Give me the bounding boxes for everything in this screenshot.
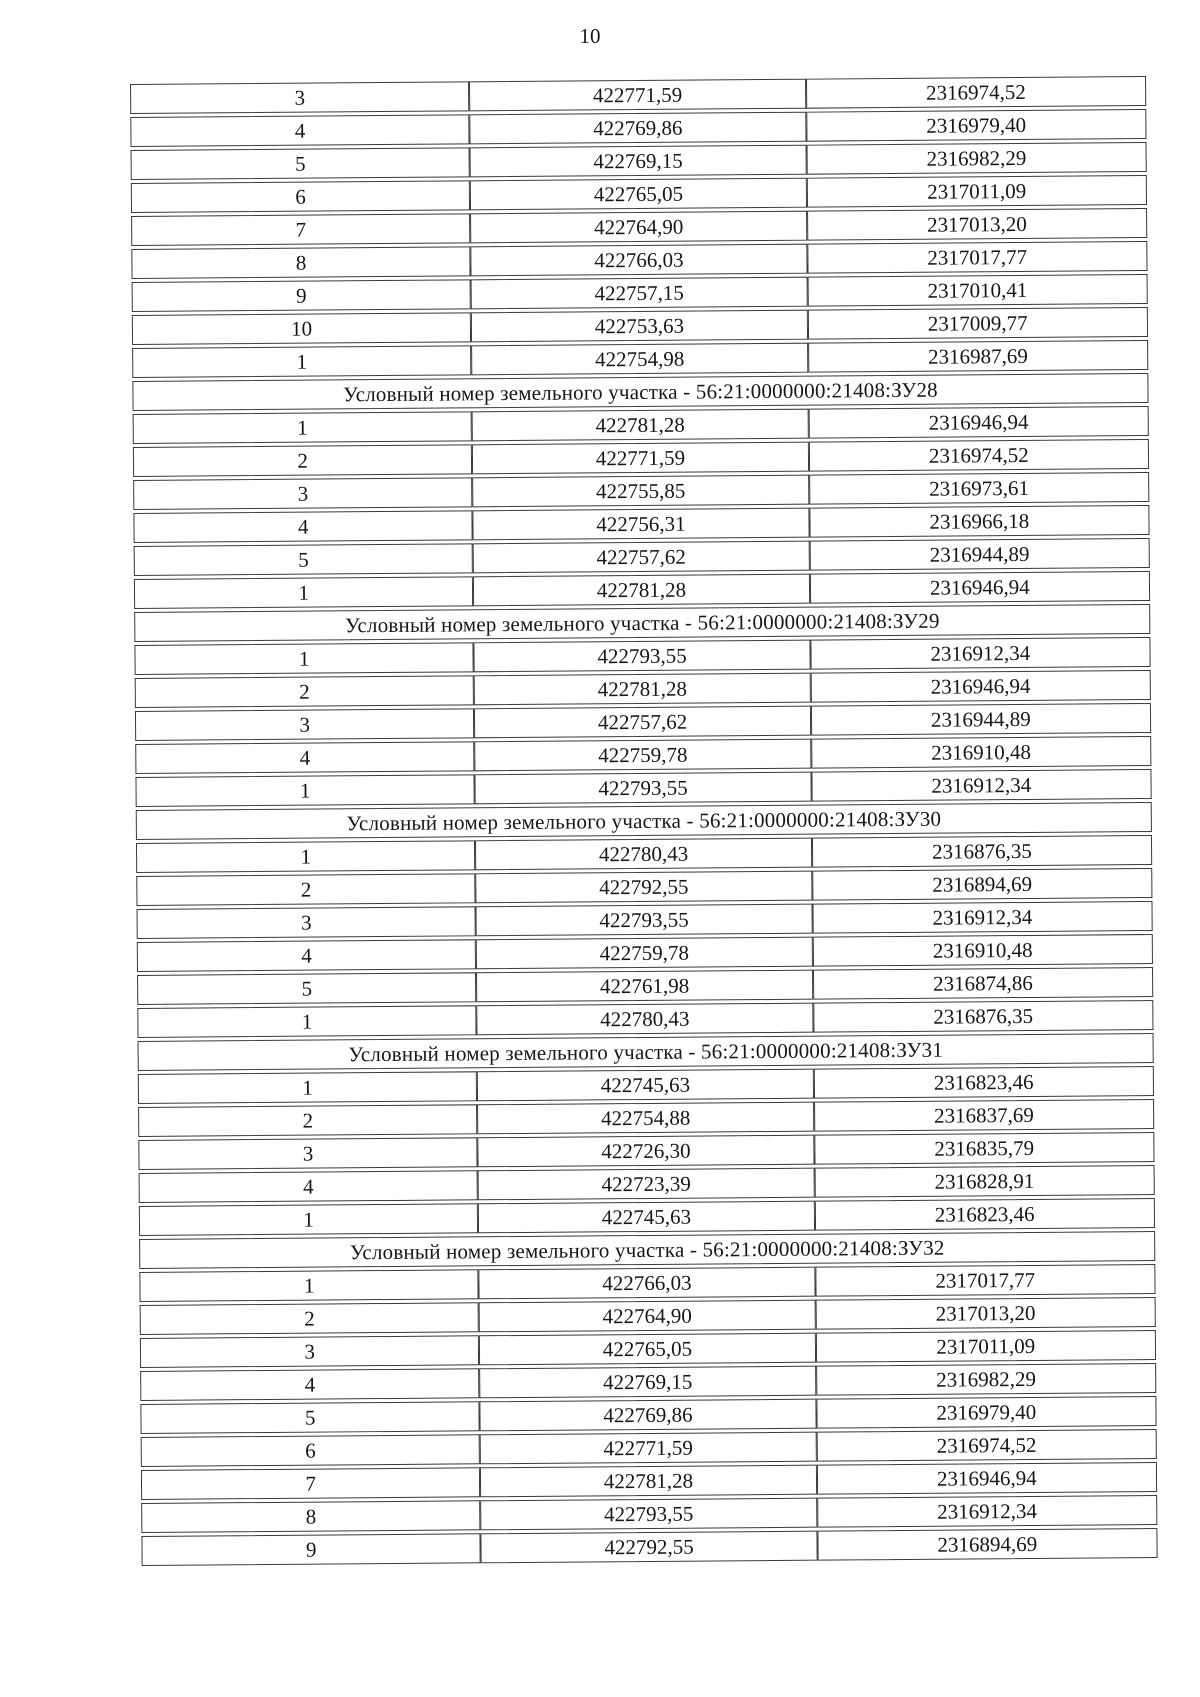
y-coordinate-cell: 2316910,48: [812, 934, 1153, 967]
table-row: [133, 472, 1149, 510]
point-number-cell: 1: [134, 642, 474, 675]
section-header-row: [138, 1033, 1154, 1071]
y-coordinate-cell: 2316874,86: [813, 967, 1154, 1000]
y-coordinate-cell: 2316982,29: [816, 1363, 1157, 1396]
table-row: [135, 703, 1151, 741]
y-coordinate-cell: 2316974,52: [816, 1429, 1157, 1462]
point-number-cell: 2: [136, 873, 476, 906]
x-coordinate-cell: 422781,28: [472, 409, 809, 442]
y-coordinate-cell: 2317017,77: [807, 241, 1148, 274]
section-header-cell: Условный номер земельного участка - 56:21:0000000:21408:ЗУ29: [134, 604, 1150, 642]
table-row: [140, 1330, 1156, 1368]
y-coordinate-cell: 2316982,29: [806, 142, 1147, 175]
y-coordinate-cell: 2316973,61: [809, 472, 1150, 505]
x-coordinate-cell: 422765,05: [470, 178, 807, 211]
section-header-cell: Условный номер земельного участка - 56:21:0000000:21408:ЗУ31: [138, 1033, 1154, 1071]
point-number-cell: 2: [135, 675, 475, 708]
table-row: [136, 868, 1152, 906]
point-number-cell: 1: [139, 1203, 479, 1236]
y-coordinate-cell: 2317011,09: [806, 175, 1147, 208]
coordinates-table-body: [130, 76, 1158, 1566]
point-number-cell: 1: [133, 411, 473, 444]
x-coordinate-cell: 422780,43: [477, 1003, 814, 1036]
table-row: [132, 340, 1148, 378]
point-number-cell: 5: [131, 147, 471, 180]
x-coordinate-cell: 422757,62: [474, 706, 811, 739]
point-number-cell: 7: [141, 1467, 481, 1500]
x-coordinate-cell: 422769,15: [479, 1366, 816, 1399]
table-row: [138, 1066, 1154, 1104]
table-row: [131, 241, 1147, 279]
table-row: [139, 1165, 1155, 1203]
x-coordinate-cell: 422792,55: [476, 871, 813, 904]
table-row: [132, 307, 1148, 345]
x-coordinate-cell: 422766,03: [479, 1267, 816, 1300]
table-row: [137, 1000, 1153, 1038]
point-number-cell: 3: [135, 708, 475, 741]
point-number-cell: 8: [131, 246, 471, 279]
table-row: [141, 1462, 1157, 1500]
x-coordinate-cell: 422756,31: [473, 508, 810, 541]
x-coordinate-cell: 422753,63: [471, 310, 808, 343]
y-coordinate-cell: 2317013,20: [815, 1297, 1156, 1330]
point-number-cell: 1: [134, 576, 474, 609]
y-coordinate-cell: 2316912,34: [811, 769, 1152, 802]
point-number-cell: 3: [137, 906, 477, 939]
x-coordinate-cell: 422771,59: [469, 79, 806, 112]
x-coordinate-cell: 422726,30: [478, 1135, 815, 1168]
table-row: [140, 1363, 1156, 1401]
y-coordinate-cell: 2316979,40: [806, 109, 1147, 142]
y-coordinate-cell: 2316828,91: [814, 1165, 1155, 1198]
x-coordinate-cell: 422769,86: [470, 112, 807, 145]
y-coordinate-cell: 2316835,79: [814, 1132, 1155, 1165]
y-coordinate-cell: 2316823,46: [813, 1066, 1154, 1099]
table-row: [133, 439, 1149, 477]
x-coordinate-cell: 422754,88: [477, 1102, 814, 1135]
x-coordinate-cell: 422757,62: [473, 541, 810, 574]
y-coordinate-cell: 2316912,34: [817, 1495, 1158, 1528]
section-header-row: [136, 802, 1152, 840]
table-row: [130, 109, 1146, 147]
table-row: [139, 1198, 1155, 1236]
x-coordinate-cell: 422769,15: [470, 145, 807, 178]
x-coordinate-cell: 422745,63: [477, 1069, 814, 1102]
y-coordinate-cell: 2316912,34: [810, 637, 1151, 670]
point-number-cell: 4: [130, 114, 470, 147]
table-row: [135, 769, 1151, 807]
x-coordinate-cell: 422766,03: [471, 244, 808, 277]
x-coordinate-cell: 422793,55: [474, 640, 811, 673]
table-row: [136, 835, 1152, 873]
point-number-cell: 3: [133, 477, 473, 510]
table-row: [138, 1099, 1154, 1137]
x-coordinate-cell: 422769,86: [480, 1399, 817, 1432]
point-number-cell: 2: [133, 444, 473, 477]
x-coordinate-cell: 422781,28: [473, 574, 810, 607]
table-row: [131, 175, 1147, 213]
section-header-cell: Условный номер земельного участка - 56:21:0000000:21408:ЗУ32: [139, 1231, 1155, 1269]
point-number-cell: 1: [135, 774, 475, 807]
y-coordinate-cell: 2316974,52: [808, 439, 1149, 472]
y-coordinate-cell: 2316946,94: [810, 571, 1151, 604]
y-coordinate-cell: 2316979,40: [816, 1396, 1157, 1429]
x-coordinate-cell: 422771,59: [480, 1432, 817, 1465]
point-number-cell: 3: [140, 1335, 480, 1368]
point-number-cell: 4: [139, 1170, 479, 1203]
section-header-row: [132, 373, 1148, 411]
y-coordinate-cell: 2316946,94: [808, 406, 1149, 439]
point-number-cell: 5: [137, 972, 477, 1005]
section-header-row: [139, 1231, 1155, 1269]
section-header-row: [134, 604, 1150, 642]
x-coordinate-cell: 422759,78: [476, 937, 813, 970]
table-row: [131, 208, 1147, 246]
x-coordinate-cell: 422781,28: [474, 673, 811, 706]
point-number-cell: 1: [138, 1071, 478, 1104]
coordinates-table: [130, 73, 1158, 1569]
point-number-cell: 7: [131, 213, 471, 246]
coordinates-table-container: [130, 73, 1158, 1569]
y-coordinate-cell: 2317011,09: [815, 1330, 1156, 1363]
x-coordinate-cell: 422765,05: [479, 1333, 816, 1366]
point-number-cell: 1: [132, 345, 472, 378]
point-number-cell: 3: [138, 1137, 478, 1170]
y-coordinate-cell: 2316912,34: [812, 901, 1153, 934]
table-row: [137, 934, 1153, 972]
point-number-cell: 4: [133, 510, 473, 543]
page-number: 10: [579, 24, 601, 48]
point-number-cell: 5: [134, 543, 474, 576]
y-coordinate-cell: 2316966,18: [809, 505, 1150, 538]
y-coordinate-cell: 2316837,69: [814, 1099, 1155, 1132]
point-number-cell: 1: [139, 1269, 479, 1302]
table-row: [137, 901, 1153, 939]
table-row: [130, 76, 1146, 114]
y-coordinate-cell: 2317017,77: [815, 1264, 1156, 1297]
x-coordinate-cell: 422761,98: [476, 970, 813, 1003]
point-number-cell: 8: [141, 1500, 481, 1533]
x-coordinate-cell: 422755,85: [472, 475, 809, 508]
x-coordinate-cell: 422757,15: [471, 277, 808, 310]
y-coordinate-cell: 2317009,77: [807, 307, 1148, 340]
table-row: [133, 505, 1149, 543]
x-coordinate-cell: 422793,55: [481, 1498, 818, 1531]
section-header-cell: Условный номер земельного участка - 56:21:0000000:21408:ЗУ30: [136, 802, 1152, 840]
table-row: [132, 274, 1148, 312]
x-coordinate-cell: 422793,55: [476, 904, 813, 937]
table-row: [141, 1429, 1157, 1467]
y-coordinate-cell: 2316946,94: [817, 1462, 1158, 1495]
y-coordinate-cell: 2316944,89: [809, 538, 1150, 571]
point-number-cell: 3: [130, 81, 470, 114]
point-number-cell: 10: [132, 312, 472, 345]
point-number-cell: 1: [136, 840, 476, 873]
point-number-cell: 1: [137, 1005, 477, 1038]
table-row: [139, 1264, 1155, 1302]
table-row: [134, 637, 1150, 675]
table-row: [134, 571, 1150, 609]
y-coordinate-cell: 2316974,52: [806, 76, 1147, 109]
point-number-cell: 5: [140, 1401, 480, 1434]
y-coordinate-cell: 2316894,69: [812, 868, 1153, 901]
x-coordinate-cell: 422792,55: [481, 1531, 818, 1564]
y-coordinate-cell: 2317010,41: [807, 274, 1148, 307]
x-coordinate-cell: 422771,59: [472, 442, 809, 475]
table-row: [141, 1495, 1157, 1533]
x-coordinate-cell: 422745,63: [478, 1201, 815, 1234]
table-row: [138, 1132, 1154, 1170]
y-coordinate-cell: 2316944,89: [811, 703, 1152, 736]
section-header-cell: Условный номер земельного участка - 56:21:0000000:21408:ЗУ28: [132, 373, 1148, 411]
point-number-cell: 4: [135, 741, 475, 774]
y-coordinate-cell: 2317013,20: [807, 208, 1148, 241]
table-row: [134, 538, 1150, 576]
table-row: [140, 1297, 1156, 1335]
table-row: [141, 1528, 1157, 1566]
table-row: [131, 142, 1147, 180]
point-number-cell: 2: [140, 1302, 480, 1335]
point-number-cell: 4: [140, 1368, 480, 1401]
point-number-cell: 6: [131, 180, 471, 213]
x-coordinate-cell: 422723,39: [478, 1168, 815, 1201]
point-number-cell: 9: [141, 1533, 481, 1566]
y-coordinate-cell: 2316987,69: [808, 340, 1149, 373]
x-coordinate-cell: 422793,55: [475, 772, 812, 805]
y-coordinate-cell: 2316910,48: [811, 736, 1152, 769]
point-number-cell: 9: [132, 279, 472, 312]
x-coordinate-cell: 422764,90: [479, 1300, 816, 1333]
y-coordinate-cell: 2316823,46: [814, 1198, 1155, 1231]
point-number-cell: 6: [141, 1434, 481, 1467]
table-row: [135, 736, 1151, 774]
table-row: [135, 670, 1151, 708]
y-coordinate-cell: 2316894,69: [817, 1528, 1158, 1561]
x-coordinate-cell: 422780,43: [475, 838, 812, 871]
table-row: [133, 406, 1149, 444]
x-coordinate-cell: 422759,78: [475, 739, 812, 772]
x-coordinate-cell: 422781,28: [480, 1465, 817, 1498]
y-coordinate-cell: 2316876,35: [813, 1000, 1154, 1033]
table-row: [137, 967, 1153, 1005]
y-coordinate-cell: 2316876,35: [812, 835, 1153, 868]
x-coordinate-cell: 422754,98: [471, 343, 808, 376]
x-coordinate-cell: 422764,90: [470, 211, 807, 244]
point-number-cell: 4: [137, 939, 477, 972]
point-number-cell: 2: [138, 1104, 478, 1137]
y-coordinate-cell: 2316946,94: [810, 670, 1151, 703]
table-row: [140, 1396, 1156, 1434]
